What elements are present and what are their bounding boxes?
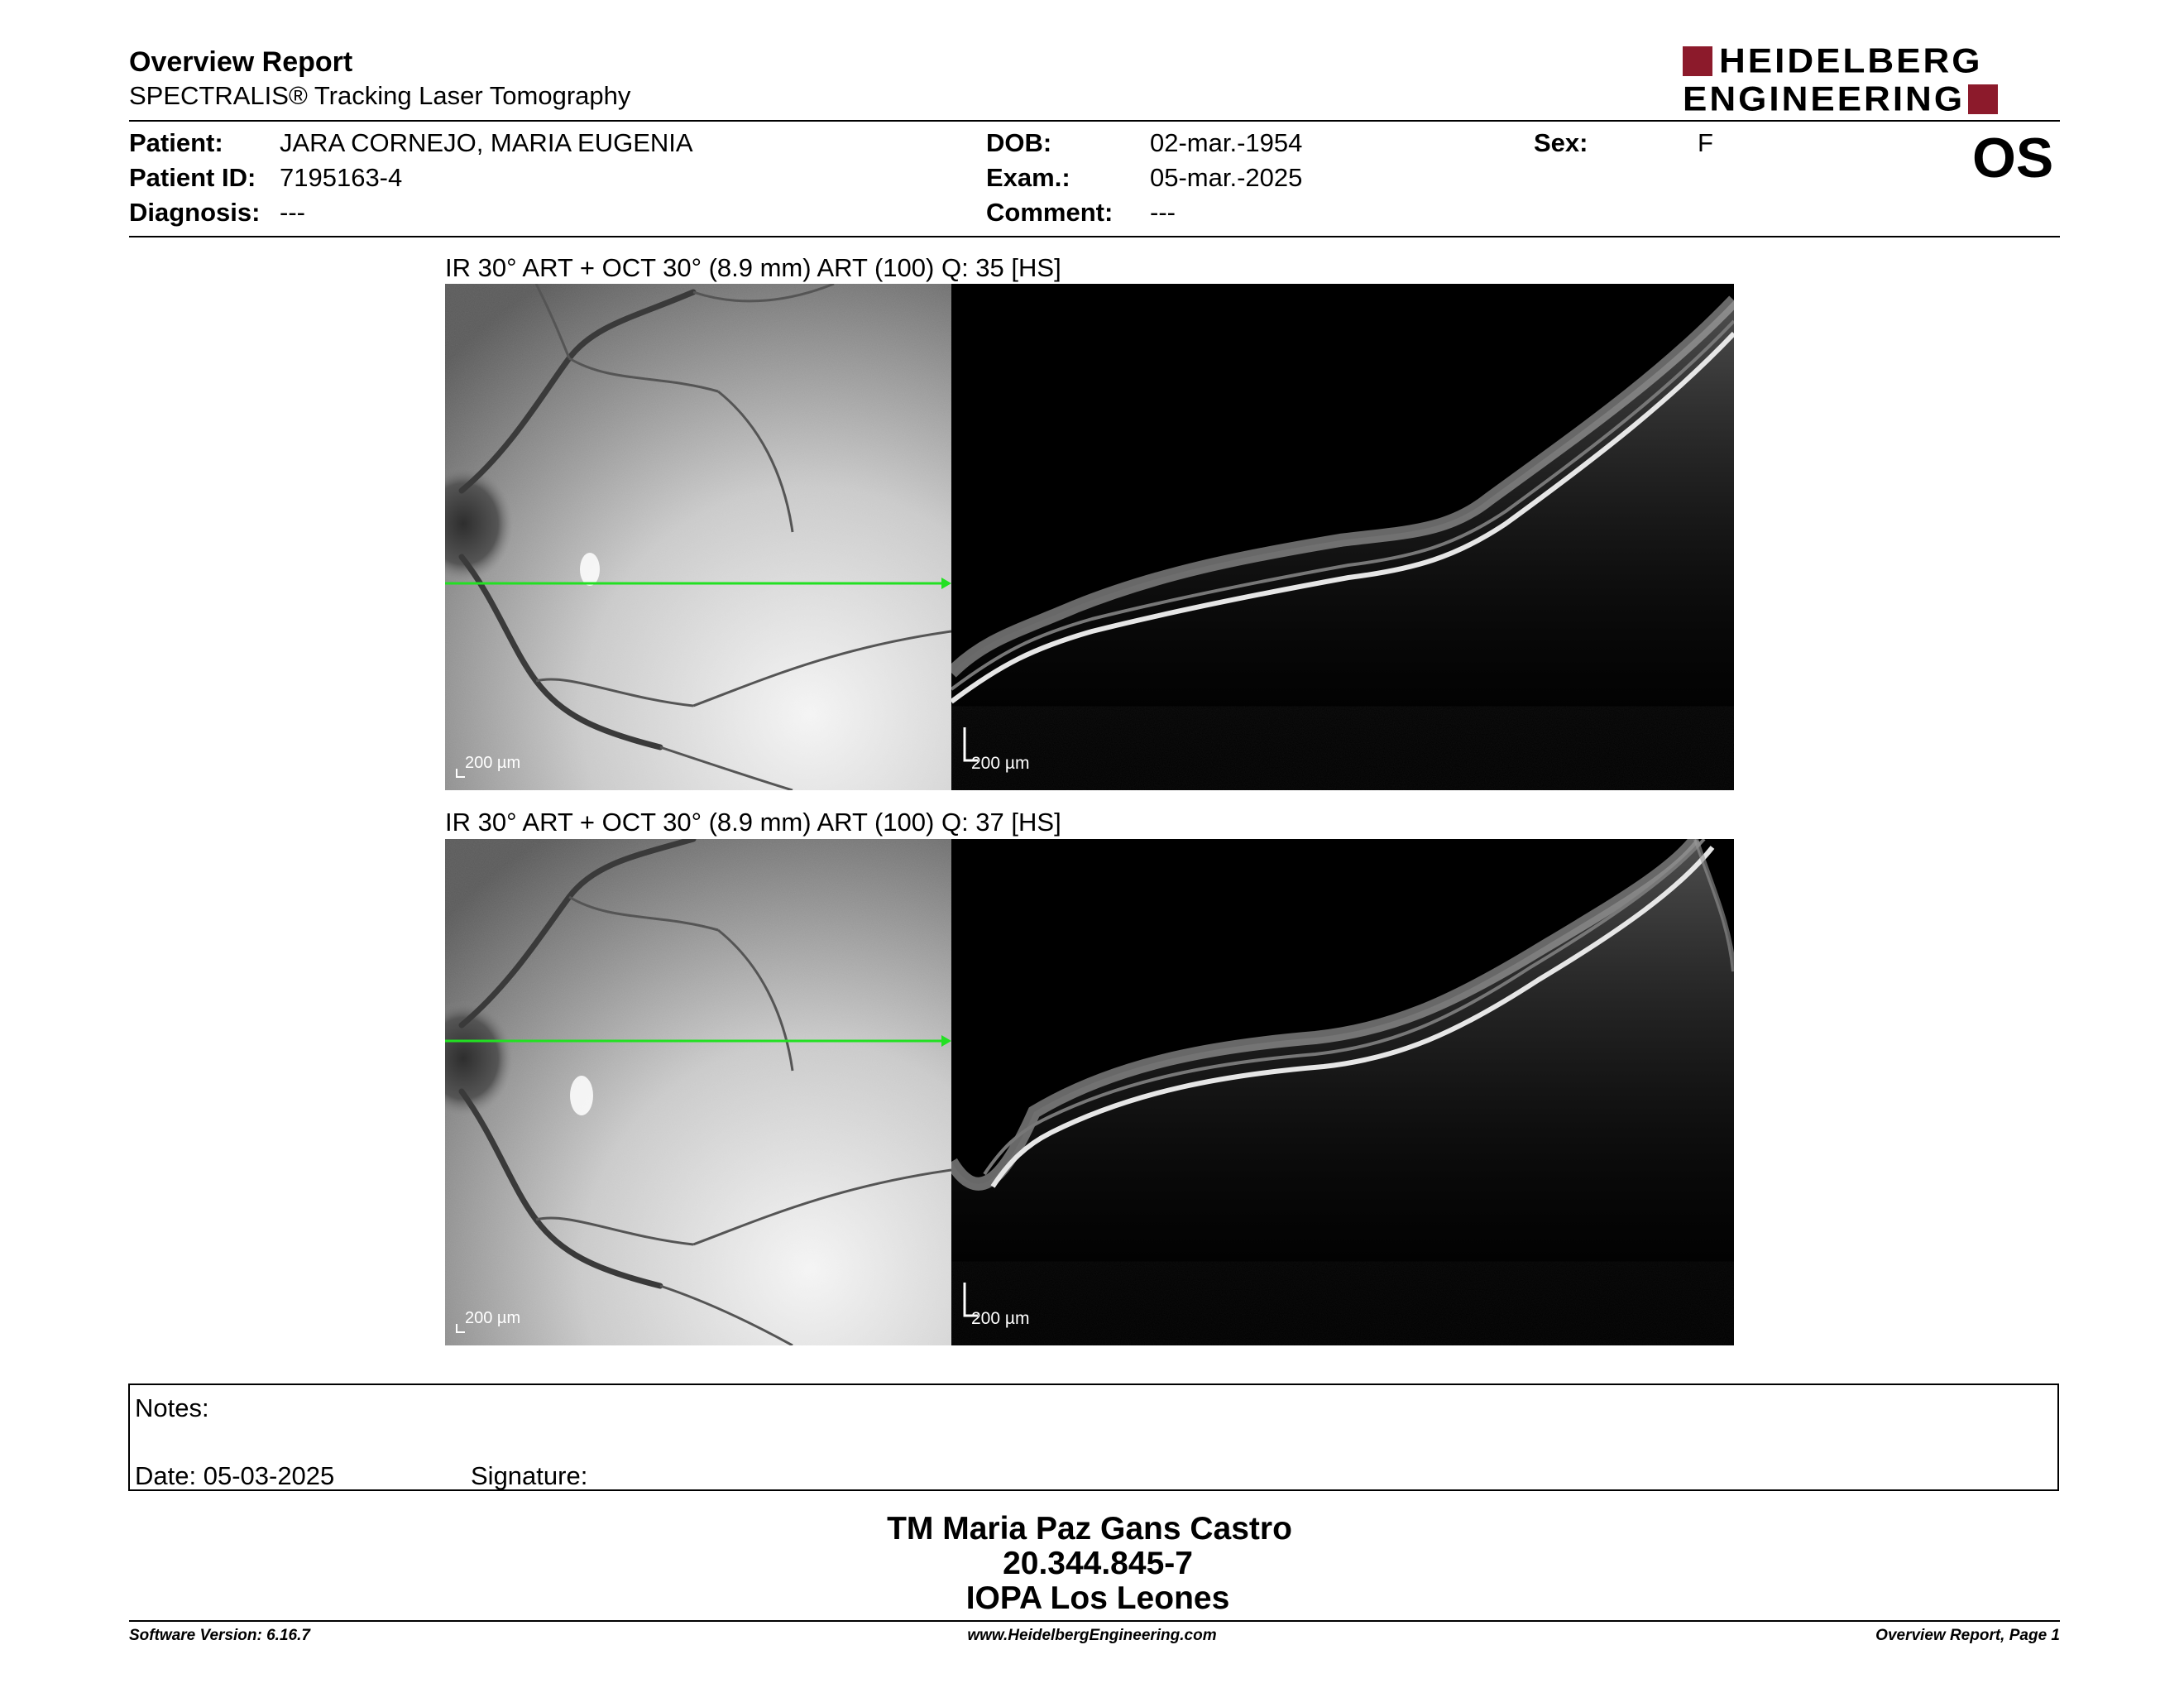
- patient-label: Patient:: [129, 128, 223, 157]
- scan-2-title: IR 30° ART + OCT 30° (8.9 mm) ART (100) Q: 37 [HS]: [445, 808, 1061, 837]
- scan-2-panel: [445, 839, 1734, 1345]
- report-subtitle: SPECTRALIS® Tracking Laser Tomography: [129, 81, 631, 110]
- page-number: Overview Report, Page 1: [1875, 1627, 2060, 1644]
- software-version: Software Version: 6.16.7: [129, 1627, 310, 1644]
- notes-label: Notes:: [135, 1393, 209, 1422]
- patient-id: 7195163-4: [280, 163, 403, 192]
- comment-label: Comment:: [986, 198, 1114, 227]
- signer-rut: 20.344.845-7: [1003, 1546, 1193, 1581]
- patient-id-label: Patient ID:: [129, 163, 256, 192]
- dob-value: 02-mar.-1954: [1150, 128, 1303, 157]
- scan-1-panel: [445, 284, 1734, 790]
- notes-date: Date: 05-03-2025: [135, 1461, 335, 1490]
- eye-laterality: OS: [1972, 127, 2054, 189]
- exam-value: 05-mar.-2025: [1150, 163, 1303, 192]
- scan-1-title: IR 30° ART + OCT 30° (8.9 mm) ART (100) Q: 35 [HS]: [445, 253, 1061, 282]
- oct-bscan-image: [951, 284, 1734, 790]
- sex-label: Sex:: [1534, 128, 1588, 157]
- ir-fundus-image: [445, 284, 951, 790]
- oct-scale-label: 200 µm: [971, 1309, 1030, 1328]
- ir-fundus-image: [445, 839, 951, 1345]
- oct-bscan-image: [951, 839, 1734, 1345]
- notes-signature-label: Signature:: [471, 1461, 588, 1490]
- footer-divider: [129, 1620, 2060, 1622]
- heidelberg-logo: HEIDELBERG ENGINEERING: [1683, 45, 2060, 117]
- diagnosis-value: ---: [280, 198, 305, 227]
- sex-value: F: [1698, 128, 1713, 157]
- comment-value: ---: [1150, 198, 1176, 227]
- patient-divider: [129, 236, 2060, 237]
- fundus-scale-label: 200 µm: [465, 1309, 521, 1327]
- dob-label: DOB:: [986, 128, 1052, 157]
- fundus-scale-label: 200 µm: [465, 754, 521, 772]
- patient-name: JARA CORNEJO, MARIA EUGENIA: [280, 128, 693, 157]
- exam-label: Exam.:: [986, 163, 1070, 192]
- diagnosis-label: Diagnosis:: [129, 198, 261, 227]
- notes-box: [128, 1383, 2059, 1491]
- report-title: Overview Report: [129, 46, 353, 78]
- header-divider: [129, 120, 2060, 122]
- signer-institution: IOPA Los Leones: [965, 1580, 1230, 1616]
- oct-scale-label: 200 µm: [971, 754, 1030, 773]
- signer-name: TM Maria Paz Gans Castro: [887, 1511, 1292, 1547]
- website-link[interactable]: www.HeidelbergEngineering.com: [967, 1627, 1217, 1644]
